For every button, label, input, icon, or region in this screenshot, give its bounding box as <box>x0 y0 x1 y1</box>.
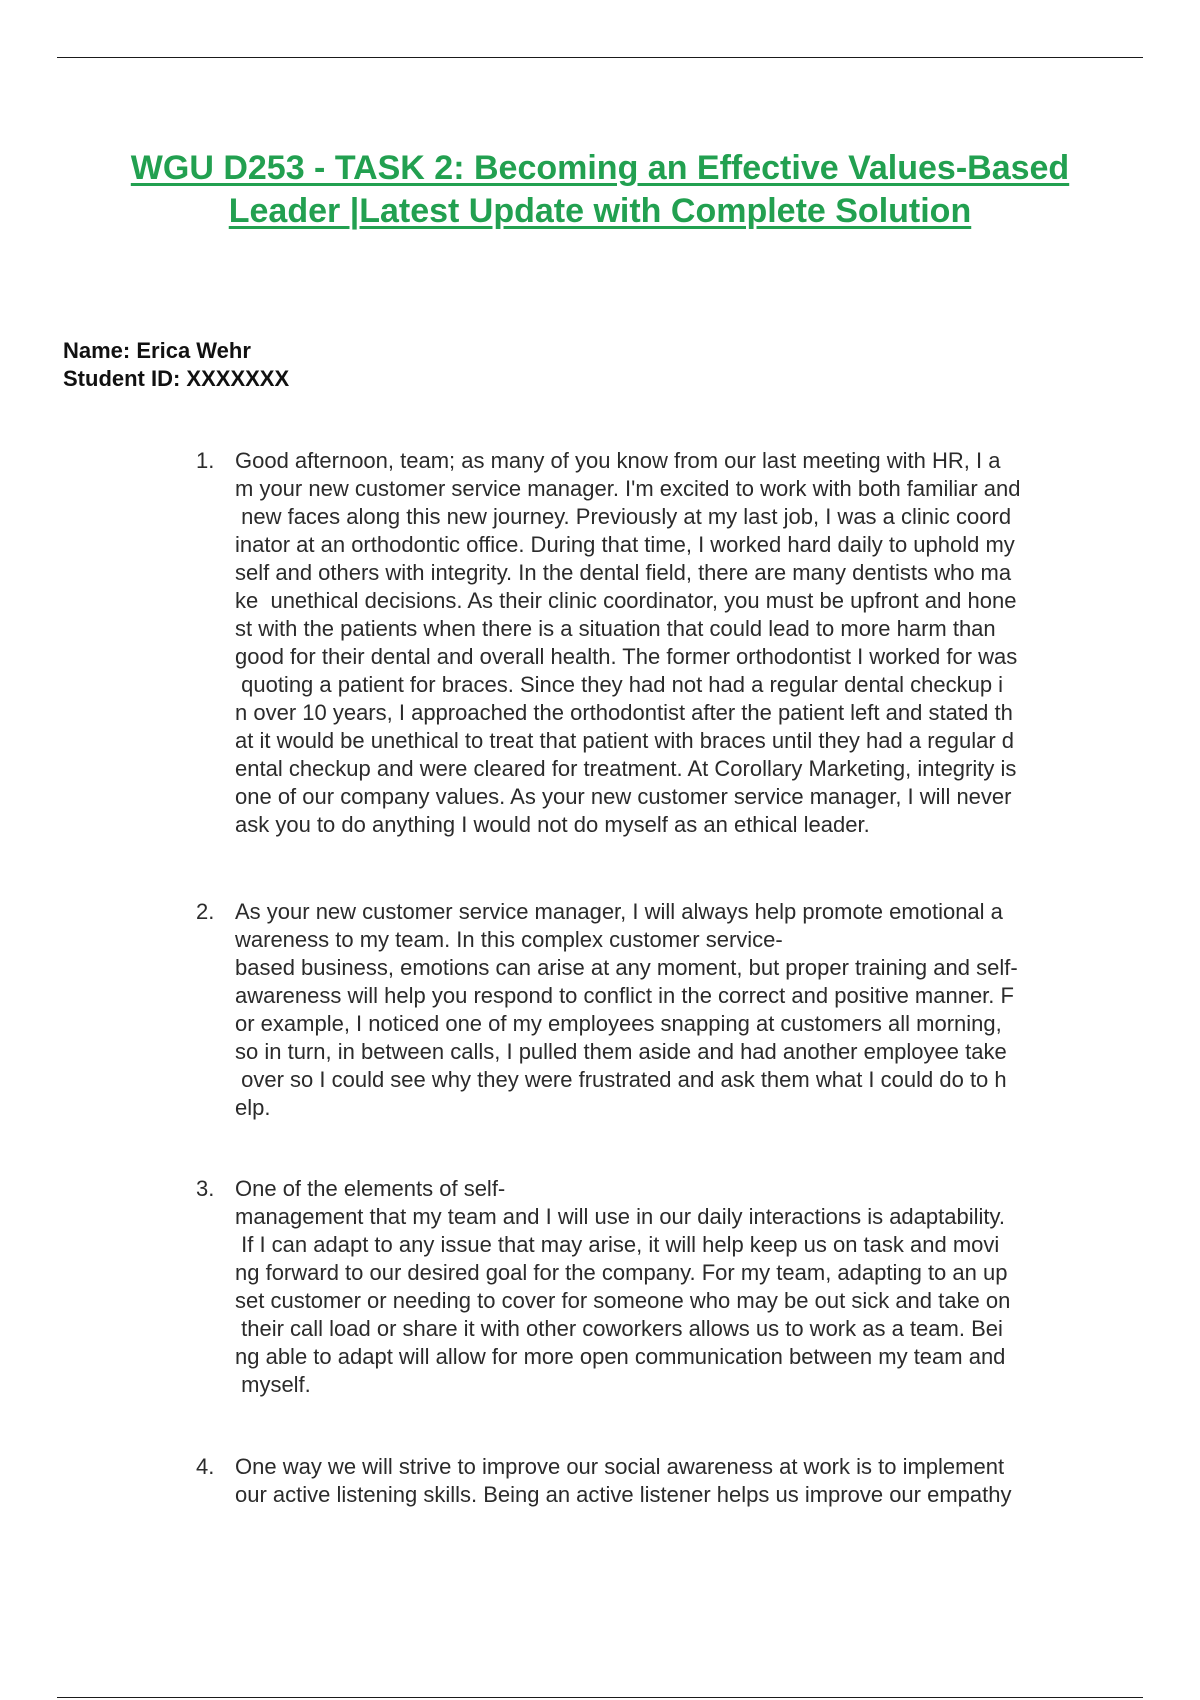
answer-number: 3. <box>196 1176 215 1201</box>
document-title <box>60 147 1140 233</box>
answer-text-line: One of the elements of self- <box>235 1176 506 1201</box>
answer-text-line: One way we will strive to improve our social awareness at work is to implement <box>235 1454 1005 1479</box>
answer-text-line: their call load or share it with other coworkers allows us to work as a team. Bei <box>235 1316 1003 1341</box>
answer-text-line: new faces along this new journey. Previously at my last job, I was a clinic coord <box>235 504 1012 529</box>
answer-number: 4. <box>196 1454 215 1479</box>
student-info <box>63 337 289 393</box>
answer-text-line: m your new customer service manager. I'm excited to work with both familiar and <box>235 476 1021 501</box>
title-line-2: Leader |Latest Update with Complete Solution <box>228 192 972 230</box>
answer-item <box>196 898 1126 1122</box>
answer-item <box>196 1175 1126 1399</box>
top-rule <box>57 57 1143 58</box>
title-line-1: WGU D253 - TASK 2: Becoming an Effective Values-Based <box>130 149 1070 187</box>
answer-text-line: at it would be unethical to treat that patient with braces until they had a regular d <box>235 728 1015 753</box>
answer-text-line: n over 10 years, I approached the orthodontist after the patient left and stated th <box>235 700 1013 725</box>
answer-text-line: inator at an orthodontic office. During that time, I worked hard daily to uphold my <box>235 532 1015 557</box>
answer-number: 1. <box>196 448 215 473</box>
answer-text-line: ke unethical decisions. As their clinic coordinator, you must be upfront and hone <box>235 588 1017 613</box>
answer-text-line: management that my team and I will use in our daily interactions is adaptability. <box>235 1204 1005 1229</box>
answer-text-line: Good afternoon, team; as many of you know from our last meeting with HR, I a <box>235 448 1001 473</box>
student-id: Student ID: XXXXXXX <box>63 366 290 391</box>
answer-text-line: quoting a patient for braces. Since they had not had a regular dental checkup i <box>235 672 1004 697</box>
answer-text-line: based business, emotions can arise at any moment, but proper training and self- <box>235 955 1018 980</box>
answer-text-line: ng able to adapt will allow for more open communication between my team and <box>235 1344 1006 1369</box>
answer-text-line: myself. <box>235 1372 311 1397</box>
answer-text-line: awareness will help you respond to conflict in the correct and positive manner. F <box>235 983 1014 1008</box>
answer-text-line: good for their dental and overall health. The former orthodontist I worked for was <box>235 644 1018 669</box>
answer-text-line: our active listening skills. Being an active listener helps us improve our empathy <box>235 1482 1012 1507</box>
answer-text-line: ental checkup and were cleared for treatment. At Corollary Marketing, integrity is <box>235 756 1017 781</box>
student-name: Name: Erica Wehr <box>63 338 251 363</box>
answer-text-line: self and others with integrity. In the dental field, there are many dentists who ma <box>235 560 1012 585</box>
answer-text-line: elp. <box>235 1095 271 1120</box>
answer-text-line: As your new customer service manager, I will always help promote emotional a <box>235 899 1003 924</box>
answer-text-line: one of our company values. As your new customer service manager, I will never <box>235 784 1012 809</box>
answer-text-line: ask you to do anything I would not do myself as an ethical leader. <box>235 812 870 837</box>
bottom-rule <box>57 1697 1143 1698</box>
answer-number: 2. <box>196 899 215 924</box>
answer-text-line: set customer or needing to cover for someone who may be out sick and take on <box>235 1288 1011 1313</box>
answer-item <box>196 1453 1126 1509</box>
answer-text-line: st with the patients when there is a situation that could lead to more harm than <box>235 616 996 641</box>
answer-text-line: over so I could see why they were frustrated and ask them what I could do to h <box>235 1067 1007 1092</box>
answer-text-line: ng forward to our desired goal for the company. For my team, adapting to an up <box>235 1260 1008 1285</box>
answer-text-line: or example, I noticed one of my employees snapping at customers all morning, <box>235 1011 1002 1036</box>
answer-item <box>196 447 1126 839</box>
answer-text-line: wareness to my team. In this complex customer service- <box>235 927 783 952</box>
answer-text-line: If I can adapt to any issue that may arise, it will help keep us on task and movi <box>235 1232 1000 1257</box>
answer-text-line: so in turn, in between calls, I pulled them aside and had another employee take <box>235 1039 1007 1064</box>
